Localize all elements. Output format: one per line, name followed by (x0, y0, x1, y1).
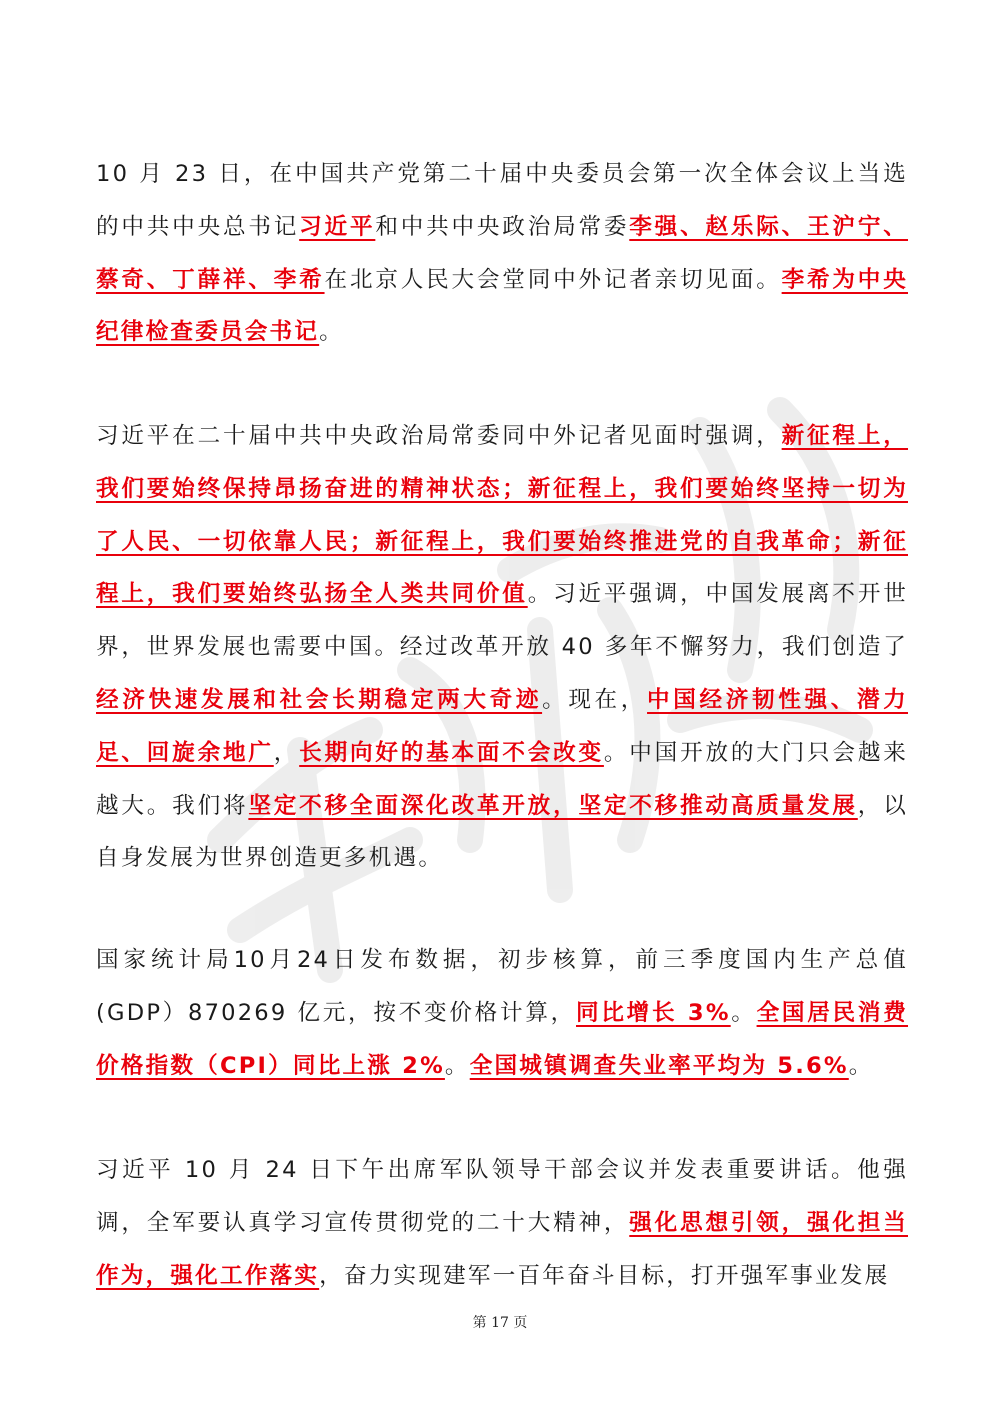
body-text: 。 (730, 999, 757, 1026)
highlighted-text: 长期向好的基本面不会改变 (299, 739, 604, 766)
highlighted-text: 坚定不移全面深化改革开放，坚定不移推动高质量发展 (248, 792, 858, 819)
paragraph-3 (96, 934, 908, 1092)
highlighted-text: 习近平 (299, 213, 376, 240)
paragraph-1 (96, 148, 908, 359)
highlighted-text: 新征程上，我们要始终保持昂扬奋进的精神状态；新征程上，我们要始终坚持一切为了人民、一切依靠人民；新征程上，我们要始终推进党的自我革命；新征程上，我们要始终弘扬全人类共同价值 (96, 423, 909, 608)
highlighted-text: 强化思想引领，强化担当作为，强化工作落实 (96, 1209, 908, 1289)
body-text: ，以自身发展为世界创造更多机遇。 (96, 792, 908, 872)
paragraph-2 (96, 410, 908, 885)
paragraph-4 (96, 1144, 908, 1302)
highlighted-text: 全国居民消费价格指数（CPI）同比上涨 2% (96, 999, 909, 1079)
body-text: 。 (848, 1052, 874, 1079)
body-text: ， (273, 739, 300, 766)
body-text: 。现在， (542, 686, 648, 713)
body-text: 。中国开放的大门只会越来越大。我们将 (96, 739, 909, 819)
highlighted-text: 李希为中央纪律检查委员会书记 (96, 266, 908, 346)
body-text: 。习近平强调，中国发展离不开世界，世界发展也需要中国。经过改革开放 40 多年不懈努力，我们创造了 (96, 581, 909, 661)
highlighted-text: 中国经济韧性强、潜力足、回旋余地广 (96, 686, 908, 766)
body-text: ，奋力实现建军一百年奋斗目标，打开强军事业发展 (319, 1262, 890, 1289)
body-text: 习近平 10 月 24 日下午出席军队领导干部会议并发表重要讲话。他强调，全军要认真学习宣传贯彻党的二十大精神， (96, 1157, 908, 1236)
body-text: 在北京人民大会堂同中外记者亲切见面。 (324, 266, 782, 293)
body-text: 10 月 23 日，在中国共产党第二十届中央委员会第一次全体会议上当选的中共中央总书记 (96, 161, 908, 240)
highlighted-text: 经济快速发展和社会长期稳定两大奇迹 (96, 686, 543, 713)
body-text: 国家统计局10月24日发布数据，初步核算，前三季度国内生产总值(GDP）870269 亿元，按不变价格计算， (96, 947, 908, 1026)
highlighted-text: 李强、赵乐际、王沪宁、蔡奇、丁薛祥、李希 (96, 213, 909, 293)
body-text: 和中共中央政治局常委 (375, 213, 630, 240)
highlighted-text: 同比增长 3% (576, 999, 731, 1026)
body-text: 。 (444, 1052, 470, 1079)
body-text: 。 (319, 319, 344, 346)
body-text: 习近平在二十届中共中央政治局常委同中外记者见面时强调， (96, 423, 782, 449)
highlighted-text: 全国城镇调查失业率平均为 5.6% (469, 1052, 849, 1079)
page-number: 第 17 页 (472, 1315, 528, 1331)
